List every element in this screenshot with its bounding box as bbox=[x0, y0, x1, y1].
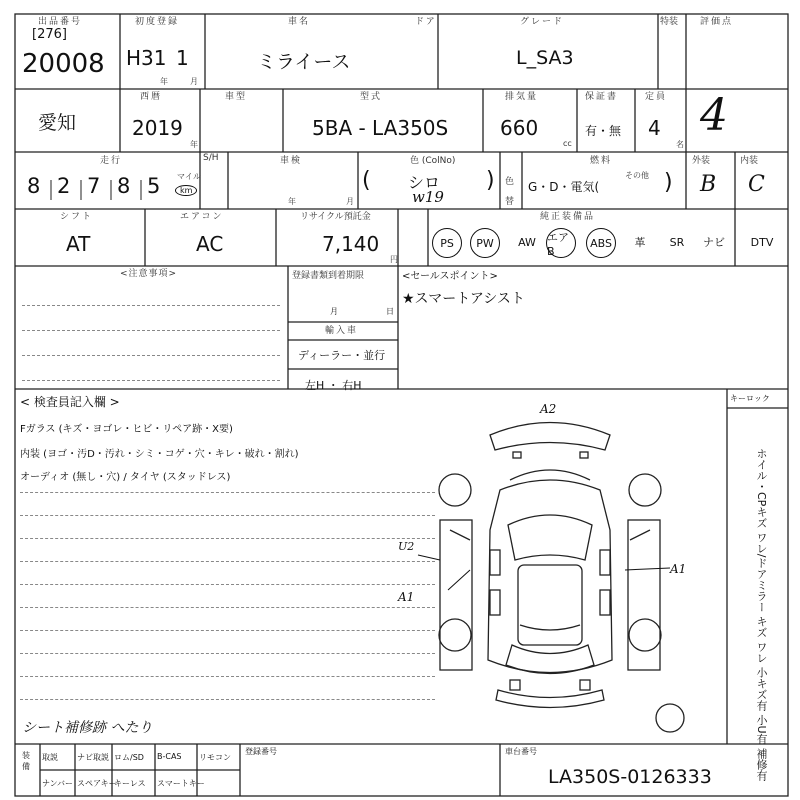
fuel-options: G・D・電気( bbox=[528, 180, 600, 194]
first-reg-month-unit: 月 bbox=[190, 77, 198, 86]
inspector-line bbox=[20, 584, 435, 585]
mileage-unit-mile: マイル bbox=[177, 172, 201, 181]
cc-header: 排気量 bbox=[505, 92, 539, 102]
inspector-line bbox=[20, 538, 435, 539]
mileage-digit-1: 8 bbox=[27, 174, 41, 198]
registration-header: 登録番号 bbox=[245, 747, 277, 756]
door-header: ドア bbox=[415, 17, 437, 27]
bottom-item: 取説 bbox=[42, 753, 58, 762]
keylock-vertical-text: ホイル・CPキズ ワレ/ドアミラー キズ ワレ 小キズ有 小U有 補修有 bbox=[755, 448, 768, 782]
reg-deadline-day: 日 bbox=[386, 307, 394, 316]
recycle-header: リサイクル預託金 bbox=[300, 212, 371, 222]
fuel-header: 燃料 bbox=[590, 156, 613, 166]
reg-deadline-month: 月 bbox=[330, 307, 338, 316]
fuel-close: ) bbox=[664, 170, 673, 195]
lot-number: 20008 bbox=[22, 49, 105, 79]
inspection-month-unit: 月 bbox=[346, 197, 354, 206]
chassis-number: LA350S-0126333 bbox=[548, 766, 712, 788]
equipment-item: SR bbox=[669, 235, 685, 249]
equipment-item: PW bbox=[470, 228, 500, 258]
ext-header: 外装 bbox=[692, 156, 711, 166]
inspector-line bbox=[20, 699, 435, 700]
lot-header: 出品番号 bbox=[38, 17, 83, 27]
first-reg-header: 初度登録 bbox=[135, 17, 180, 27]
inspector-line bbox=[20, 630, 435, 631]
warranty-value: 有・無 bbox=[585, 124, 622, 138]
equipment-item: PS bbox=[432, 228, 462, 258]
int-header: 内装 bbox=[740, 156, 759, 166]
model-header: 型式 bbox=[360, 92, 383, 102]
bottom-item: リモコン bbox=[199, 753, 231, 762]
damage-mark-a1-right: A1 bbox=[670, 562, 687, 576]
equipment-item: ナビ bbox=[703, 236, 725, 249]
bottom-item: B-CAS bbox=[157, 752, 182, 761]
prefecture: 愛知 bbox=[38, 112, 77, 134]
first-reg-era: H31 bbox=[126, 46, 167, 70]
inspector-line bbox=[20, 561, 435, 562]
sales-header: <セールスポイント> bbox=[402, 271, 498, 282]
car-name: ミライース bbox=[257, 51, 351, 73]
warranty-header: 保証書 bbox=[585, 92, 619, 102]
capacity-unit: 名 bbox=[676, 140, 684, 149]
capacity-value: 4 bbox=[648, 116, 661, 140]
color-paren-close: ) bbox=[486, 168, 495, 193]
first-reg-month: 1 bbox=[176, 46, 189, 70]
first-reg-year-unit: 年 bbox=[160, 77, 168, 86]
notes-line bbox=[22, 355, 280, 356]
aircon: AC bbox=[196, 232, 224, 256]
equipment-item: AW bbox=[518, 235, 536, 249]
color-paren-open: ( bbox=[362, 168, 371, 193]
inspector-header: < 検査員記入欄 > bbox=[20, 395, 120, 409]
inspector-line-glass: Fガラス (キズ・ヨゴレ・ヒビ・リペア跡・X要) bbox=[20, 424, 233, 435]
equipment-header: 純正装備品 bbox=[540, 212, 596, 222]
recycle-value: 7,140 bbox=[322, 232, 380, 256]
year-unit: 年 bbox=[190, 140, 198, 149]
inspection-year-unit: 年 bbox=[288, 197, 296, 206]
equipment-item: エアB bbox=[546, 228, 576, 258]
chassis-header: 車台番号 bbox=[505, 747, 537, 756]
bottom-item: スペアキー bbox=[77, 779, 117, 788]
notes-line bbox=[22, 330, 280, 331]
color-code: w19 bbox=[412, 188, 444, 206]
color-header: 色 (ColNo) bbox=[410, 156, 456, 166]
interior-grade: C bbox=[748, 172, 765, 197]
year-value: 2019 bbox=[132, 116, 183, 140]
bottom-item: スマートキー bbox=[157, 779, 205, 788]
mileage-header: 走行 bbox=[100, 156, 123, 166]
inspector-line-interior: 内装 (ヨゴ・汚D・汚れ・シミ・コゲ・穴・キレ・破れ・割れ) bbox=[20, 449, 299, 460]
recycle-unit: 円 bbox=[390, 255, 398, 264]
equipment-item: DTV bbox=[750, 235, 774, 249]
damage-mark-u2: U2 bbox=[398, 540, 415, 553]
inspector-line-audio: オーディオ (無し・穴) / タイヤ (スタッドレス) bbox=[20, 472, 231, 483]
notes-header: <注意事項> bbox=[120, 269, 178, 279]
bottom-item: キーレス bbox=[114, 779, 146, 788]
score-header: 評価点 bbox=[700, 17, 734, 27]
cc-value: 660 bbox=[500, 116, 539, 140]
mileage-digit-2: 2 bbox=[57, 174, 71, 198]
type-header: 車型 bbox=[225, 92, 248, 102]
handwritten-note: シート補修跡 へたり bbox=[22, 720, 153, 736]
inspector-line bbox=[20, 653, 435, 654]
transmission: AT bbox=[66, 232, 91, 256]
grade-header: グレード bbox=[520, 17, 565, 27]
notes-line bbox=[22, 305, 280, 306]
lot-sub: [276] bbox=[32, 27, 67, 42]
color-swatch-label: 色替 bbox=[505, 177, 515, 207]
mileage-digit-5: 5 bbox=[147, 174, 161, 198]
year-header: 西暦 bbox=[140, 92, 163, 102]
inspector-line bbox=[20, 515, 435, 516]
aircon-header: エアコン bbox=[180, 212, 224, 222]
cc-unit: cc bbox=[563, 139, 572, 148]
mileage-digit-3: 7 bbox=[87, 174, 101, 198]
shift-header: シフト bbox=[60, 212, 94, 222]
capacity-header: 定員 bbox=[645, 92, 668, 102]
equipment-item: 革 bbox=[634, 236, 646, 249]
model-value: 5BA - LA350S bbox=[312, 116, 449, 140]
car-name-header: 車名 bbox=[288, 17, 311, 27]
score-value: 4 bbox=[700, 90, 728, 141]
mileage-unit-km: km bbox=[175, 185, 197, 196]
color-name: シロ bbox=[408, 173, 441, 192]
bottom-item: ロム/SD bbox=[114, 753, 144, 762]
import-dealer: ディーラー・並行 bbox=[298, 349, 386, 362]
inspector-line bbox=[20, 492, 435, 493]
inspector-line bbox=[20, 676, 435, 677]
notes-line bbox=[22, 380, 280, 381]
special-header: 特装 bbox=[660, 17, 679, 27]
equipment-item: ABS bbox=[586, 228, 616, 258]
bottom-item: ナビ取説 bbox=[77, 753, 109, 762]
inspector-line bbox=[20, 607, 435, 608]
equip-label: 装備 bbox=[22, 751, 30, 771]
grade-value: L_SA3 bbox=[516, 47, 574, 69]
import-header: 輸入車 bbox=[325, 326, 359, 336]
damage-mark-a2: A2 bbox=[540, 402, 557, 416]
inspection-header: 車検 bbox=[280, 156, 303, 166]
reg-deadline-header: 登録書類到着期限 bbox=[292, 271, 365, 281]
damage-mark-a1-left: A1 bbox=[398, 590, 415, 604]
sales-point: ★スマートアシスト bbox=[402, 291, 525, 307]
keylock-header: キーロック bbox=[730, 394, 770, 403]
exterior-grade: B bbox=[700, 172, 717, 197]
bottom-item: ナンバー bbox=[42, 779, 74, 788]
import-steering: 左H ・ 右H bbox=[305, 379, 362, 392]
sh-header: S/H bbox=[203, 153, 219, 163]
mileage-digit-4: 8 bbox=[117, 174, 131, 198]
fuel-other: その他 bbox=[625, 171, 649, 180]
